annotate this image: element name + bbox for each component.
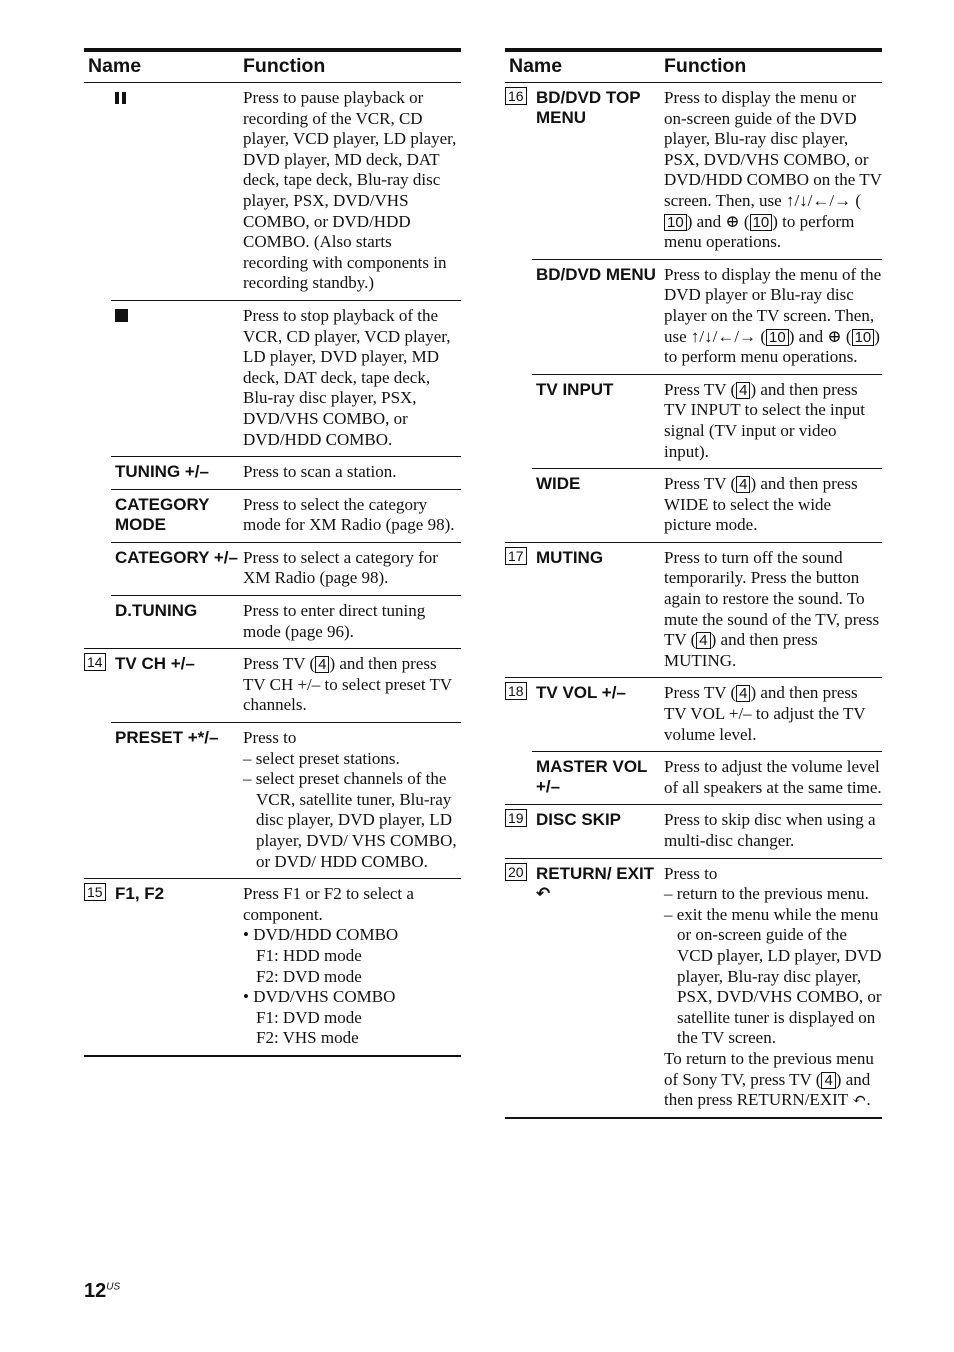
dtuning-name: D.TUNING [111,595,243,648]
group-13 [84,83,461,649]
bdtop-name: BD/DVD TOP MENU [536,88,641,127]
item-number-20: 20 [505,863,527,881]
arrows-icon: ↑/↓/←/→ [690,326,757,346]
stop-icon [115,309,128,322]
f-desc: Press F1 or F2 to select a component. • DVD/HDD COMBO F1: HDD mode F2: DVD mode • DVD/VHS COMBO F1: DVD mode F2: VHS mode [243,884,414,1048]
master-name: MASTER VOL +/– [532,751,664,804]
dtuning-desc: Press to enter direct tuning mode (page 96). [243,595,461,648]
header-function: Function [243,55,326,77]
tuning-desc: Press to scan a station. [243,456,461,489]
plus-icon: ⊕ [827,326,842,346]
tvch-name: TV CH +/– [115,654,195,674]
muting-desc: Press to turn off the sound temporarily. Press the button again to restore the sound. To mute the sound of the TV, press TV ( 4 ) and then press MUTING. [664,547,880,670]
group-16 [505,83,882,543]
group-20 [505,859,882,1119]
header-name: Name [509,55,563,77]
item-number-17: 17 [505,547,527,565]
bdmenu-desc: Press to display the menu of the DVD player or Blu-ray disc player on the TV screen. Then, use ↑/↓/←/→ ( 10 ) and ⊕ ( 10 ) to perform menu operations. [664,259,882,374]
item-number-18: 18 [505,682,527,700]
page-number: $12^{US}$ [84,1280,121,1302]
left-table [84,48,461,1057]
pause-desc: Press to pause playback or recording of the VCR, CD player, VCD player, LD player, DVD player, MD deck, DAT deck, tape deck, Blu-ray disc player, PSX, DVD/VHS COMBO, or DVD/HDD COMBO. (Also starts recording with components in recording standby.) [243,88,457,293]
plus-icon: ⊕ [725,211,740,231]
item-number-19: 19 [505,809,527,827]
bdtop-desc: Press to display the menu or on-screen guide of the DVD player, Blu-ray disc player, PSX, DVD/VHS COMBO, or DVD/HDD COMBO on the TV screen. Then, use ↑/↓/←/→ (10 ) and ⊕ ( 10 ) to perform menu operations. [664,88,882,252]
muting-name: MUTING [536,547,604,567]
table-header [505,48,882,83]
item-number-16: 16 [505,87,527,105]
category-mode-desc: Press to select the category mode for XM Radio (page 98). [243,489,461,542]
header-name: Name [88,55,142,77]
table-header [84,48,461,83]
group-15 [84,879,461,1057]
bdmenu-name: BD/DVD MENU [532,259,664,374]
pause-symbol [111,83,243,300]
tvinput-name: TV INPUT [532,374,664,468]
group-18 [505,678,882,805]
tvch-desc: Press TV ( 4 ) and then press TV CH +/– to select preset TV channels. [243,654,452,715]
pause-icon [115,92,119,104]
f-name: F1, F2 [115,884,165,904]
tvvol-desc: Press TV ( 4 ) and then press TV VOL +/– to adjust the TV volume level. [664,683,866,744]
tuning-name: TUNING +/– [111,456,243,489]
tvvol-name: TV VOL +/– [536,683,626,703]
preset-desc: Press to – select preset stations. – select preset channels of the VCR, satellite tuner, Blu-ray disc player, DVD player, LD player, DVD/ VHS COMBO, or DVD/ HDD COMBO. [243,722,461,878]
wide-desc: Press TV ( 4 ) and then press WIDE to select the wide picture mode. [664,468,882,542]
discskip-name: DISC SKIP [536,810,622,830]
header-function: Function [664,55,747,77]
group-17 [505,543,882,679]
arrows-icon: ↑/↓/←/→ [785,190,852,210]
category-mode-name: CATEGORY MODE [111,489,243,542]
item-number-15: 15 [84,883,106,901]
stop-desc: Press to stop playback of the VCR, CD player, VCD player, LD player, DVD player, MD deck, DAT deck, tape deck, Blu-ray disc player, PSX, DVD/VHS COMBO, or DVD/HDD COMBO. [243,300,461,456]
tvinput-desc: Press TV ( 4 ) and then press TV INPUT to select the input signal (TV input or video input). [664,374,882,468]
return-name: RETURN/ EXIT ↶ [536,863,655,903]
return-desc: Press to – return to the previous menu. – exit the menu while the menu or on-screen guide of the VCD player, LD player, DVD player, Blu-ray disc player, PSX, DVD/VHS COMBO, or satellite tuner is displayed on the TV screen. To return to the previous menu of Sony TV, press TV ( 4 ) and then press RETURN/EXIT ↶. [664,863,882,1110]
discskip-desc: Press to skip disc when using a multi-disc changer. [664,810,876,850]
category-pm-name: CATEGORY +/– [111,542,243,595]
stop-symbol [111,300,243,456]
preset-name: PRESET +*/– [111,722,243,878]
category-pm-desc: Press to select a category for XM Radio (page 98). [243,542,461,595]
right-table [505,48,882,1119]
group-14 [84,649,461,879]
master-desc: Press to adjust the volume level of all speakers at the same time. [664,751,882,804]
wide-name: WIDE [532,468,664,542]
group-19 [505,805,882,858]
item-number-14: 14 [84,653,106,671]
